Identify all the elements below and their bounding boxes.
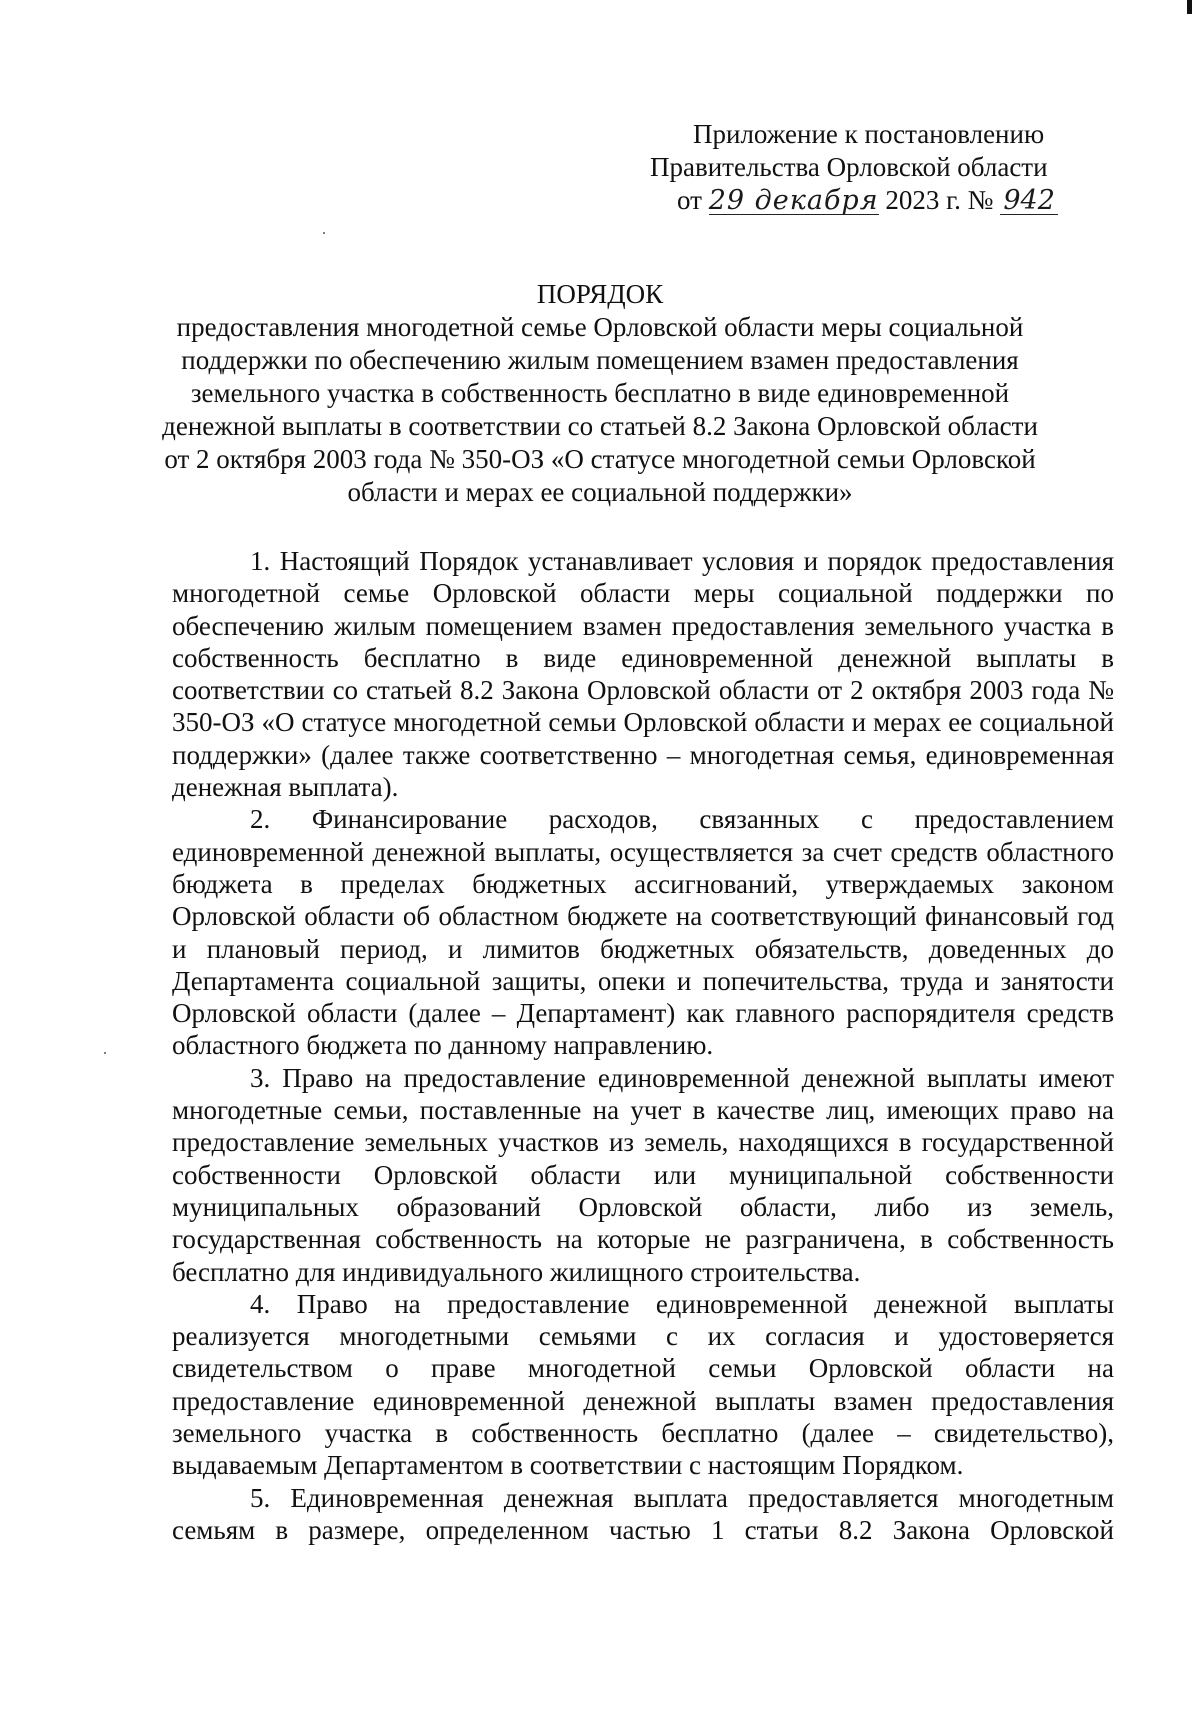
handwritten-number: 942: [1000, 188, 1058, 215]
document-body: [172, 545, 1114, 1546]
date-prefix: от: [677, 185, 702, 215]
scan-speck: [104, 1052, 106, 1054]
paragraph-3: 3. Право на предоставление единовременной денежной выплаты имеют многодетные семьи, поставленные на учет в качестве лиц, имеющих право на предоставление земельных участков из земель, находящихся в государственной собственности Орловской области или муниципальной собственности муниципальных образований Орловской области, либо из земель, государственная собственность на которые не разграничена, в собственность бесплатно для индивидуального жилищного строительства.: [172, 1062, 1114, 1287]
document-title: ПОРЯДОК: [536, 279, 664, 309]
appendix-line-2: Правительства Орловской области: [650, 152, 1048, 182]
document-subtitle: предоставления многодетной семье Орловской области меры социальной поддержки по обеспечению жилым помещением взамен предоставления земельного участка в собственность бесплатно в виде единовременной денежной выплаты в соответствии со статьей 8.2 Закона Орловской области от 2 октября 2003 года № 350-ОЗ «О статусе многодетной семьи Орловской области и мерах ее социальной поддержки»: [162, 312, 1038, 507]
paragraph-4: 4. Право на предоставление единовременной денежной выплаты реализуется многодетными семьями с их согласия и удостоверяется свидетельством о праве многодетной семьи Орловской области на предоставление единовременной денежной выплаты взамен предоставления земельного участка в собственность бесплатно (далее – свидетельство), выдаваемым Департаментом в соответствии с настоящим Порядком.: [172, 1288, 1114, 1481]
appendix-line-1: Приложение к постановлению: [693, 119, 1045, 149]
handwritten-date: 29 декабря: [708, 185, 879, 216]
paragraph-5: 5. Единовременная денежная выплата предоставляется многодетным семьям в размере, определенном частью 1 статьи 8.2 Закона Орловской: [172, 1482, 1114, 1545]
appendix-date-line: [650, 184, 1100, 217]
appendix-header: [650, 118, 1100, 217]
scan-edge-mark: [1187, 0, 1192, 14]
paragraph-1: 1. Настоящий Порядок устанавливает условия и порядок предоставления многодетной семье Орловской области меры социальной поддержки по обеспечению жилым помещением взамен предоставления земельного участка в собственность бесплатно в виде единовременной денежной выплаты в соответствии со статьей 8.2 Закона Орловской области от 2 октября 2003 года № 350-ОЗ «О статусе многодетной семьи Орловской области и мерах ее социальной поддержки» (далее также соответственно – многодетная семья, единовременная денежная выплата).: [172, 546, 1114, 803]
year-and-number-label: 2023 г. №: [885, 185, 994, 215]
scan-speck: [323, 232, 325, 234]
paragraph-2: 2. Финансирование расходов, связанных с предоставлением единовременной денежной выплаты, осуществляется за счет средств областного бюджета в пределах бюджетных ассигнований, утверждаемых законом Орловской области об областном бюджете на соответствующий финансовый год и плановый период, и лимитов бюджетных обязательств, доведенных до Департамента социальной защиты, опеки и попечительства, труда и занятости Орловской области (далее – Департамент) как главного распорядителя средств областного бюджета по данному направлению.: [172, 804, 1114, 1061]
document-title-block: [160, 278, 1040, 509]
